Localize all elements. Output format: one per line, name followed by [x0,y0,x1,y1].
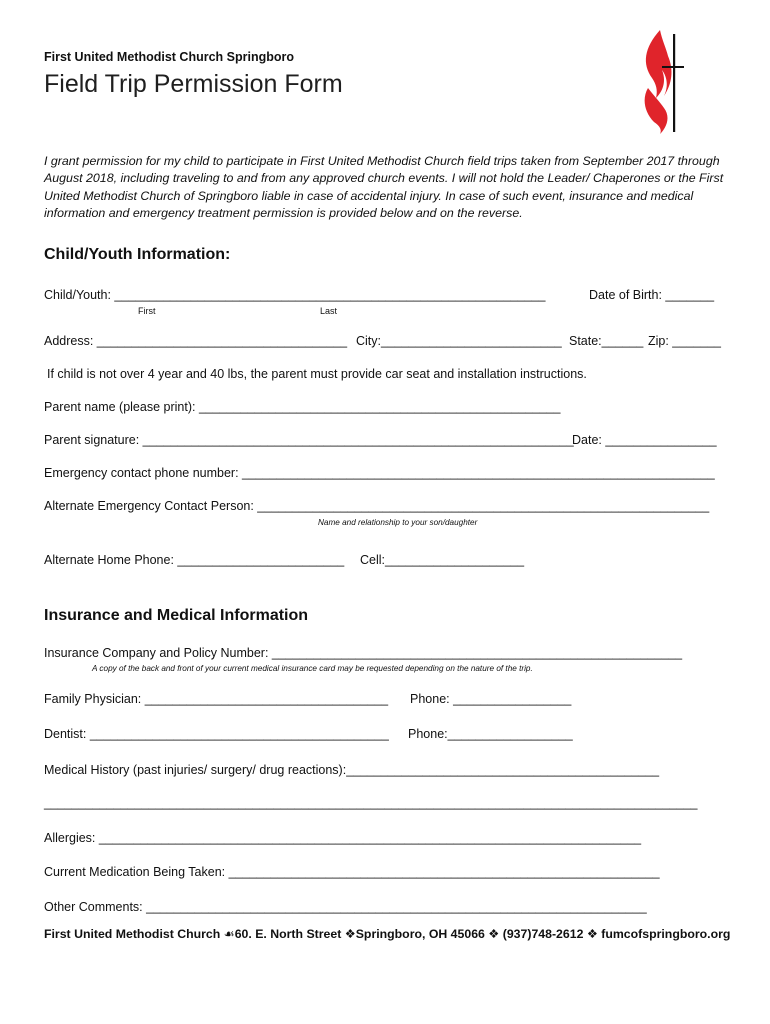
insurance-policy-field[interactable]: Insurance Company and Policy Number: ___________________________________________________________ [44,646,683,660]
parent-signature-field[interactable]: Parent signature: ______________________________________________________________ [44,433,574,447]
other-comments-field[interactable]: Other Comments: ________________________________________________________________________ [44,900,647,914]
organization-name: First United Methodist Church Springboro [44,50,294,64]
first-name-caption: First [138,306,156,316]
alternate-home-phone-field[interactable]: Alternate Home Phone: ________________________ [44,553,345,567]
cell-phone-field[interactable]: Cell:____________________ [360,553,525,567]
city-field[interactable]: City:__________________________ [356,334,562,348]
dentist-phone-field[interactable]: Phone:__________________ [408,727,573,741]
medical-history-field[interactable]: Medical History (past injuries/ surgery/ drug reactions):_____________________________________________ [44,763,660,777]
family-physician-field[interactable]: Family Physician: ___________________________________ [44,692,389,706]
page-title: Field Trip Permission Form [44,70,343,98]
parent-name-field[interactable]: Parent name (please print): ____________________________________________________ [44,400,561,414]
cross-and-flame-icon [638,26,684,136]
address-field[interactable]: Address: ____________________________________ [44,334,348,348]
state-field[interactable]: State:______ [569,334,644,348]
date-of-birth-field[interactable]: Date of Birth: _______ [589,288,715,302]
section-heading-insurance: Insurance and Medical Information [44,607,309,624]
child-name-field[interactable]: Child/Youth: ______________________________________________________________ [44,288,546,302]
footer-contact: First United Methodist Church ☙60. E. North Street ❖Springboro, OH 45066 ❖ (937)748-2612 ❖ fumcofspringboro.org [44,927,731,941]
permission-statement: I grant permission for my child to participate in First United Methodist Church field trips taken from September 2017 through August 2018, including traveling to and from any approved church events. I will not hold the Leader/ Chaperones or the First United Methodist Church of Springboro liable in case of accidental injury. In case of such event, insurance and medical information and emergency treatment permission is provided below and on the reverse. [44,154,724,220]
medical-history-line-2[interactable]: ______________________________________________________________________________________________ [44,796,698,810]
insurance-card-note: A copy of the back and front of your current medical insurance card may be requested depending on the nature of the trip. [92,664,533,673]
dentist-field[interactable]: Dentist: ___________________________________________ [44,727,389,741]
alternate-contact-field[interactable]: Alternate Emergency Contact Person: _________________________________________________________________ [44,499,710,513]
zip-field[interactable]: Zip: _______ [648,334,721,348]
parent-signature-date-field[interactable]: Date: ________________ [572,433,717,447]
current-medication-field[interactable]: Current Medication Being Taken: ______________________________________________________________ [44,865,660,879]
car-seat-note: If child is not over 4 year and 40 lbs, the parent must provide car seat and installation instructions. [47,367,587,381]
emergency-phone-field[interactable]: Emergency contact phone number: ____________________________________________________________________ [44,466,715,480]
physician-phone-field[interactable]: Phone: _________________ [410,692,572,706]
alternate-contact-caption: Name and relationship to your son/daughter [318,518,478,527]
last-name-caption: Last [320,306,338,316]
section-heading-child: Child/Youth Information: [44,246,231,263]
allergies-field[interactable]: Allergies: ______________________________________________________________________________ [44,831,642,845]
